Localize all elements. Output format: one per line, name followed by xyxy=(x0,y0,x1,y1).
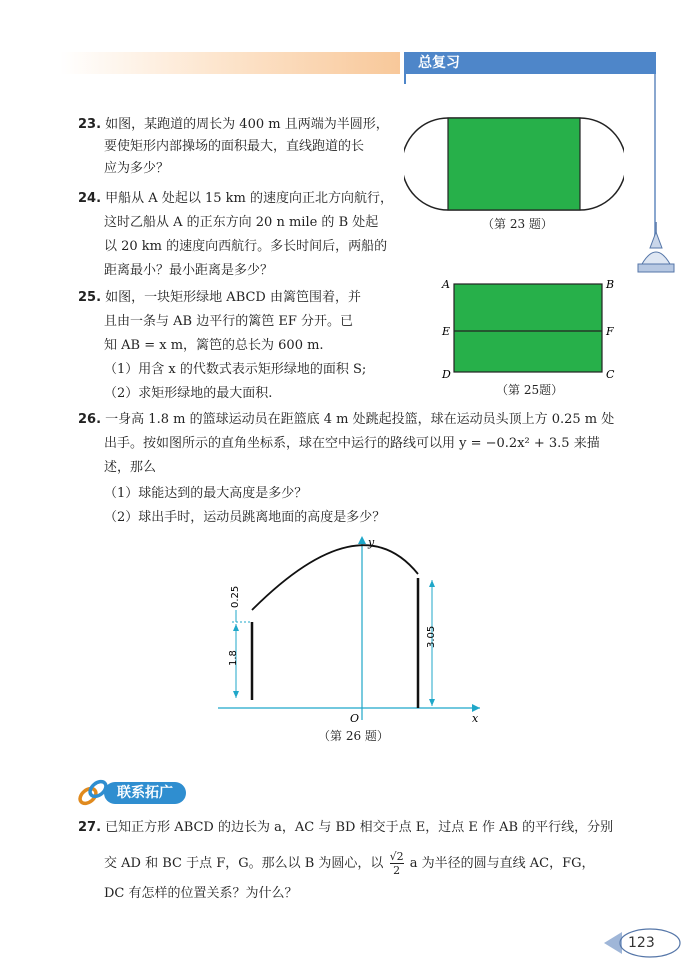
label-f: F xyxy=(606,325,614,338)
question-text: a 为半径的圆与直线 AC，FG， xyxy=(409,856,595,871)
question-text: 知 AB = x m，篱笆的总长为 600 m. xyxy=(104,338,324,353)
question-subpart: （2）球出手时，运动员跳离地面的高度是多少？ xyxy=(104,510,386,525)
basketball-trajectory-diagram xyxy=(210,532,490,728)
header-gradient-bar xyxy=(60,52,400,74)
figure-caption: （第 26 题） xyxy=(318,729,389,743)
question-number: 24. xyxy=(78,191,102,206)
question-text: 这时乙船从 A 的正东方向 20 n mile 的 B 处起 xyxy=(104,215,379,230)
question-text: 出手。按如图所示的直角坐标系，球在空中运行的路线可以用 y = −0.2x² + 3.5 来描 xyxy=(104,436,600,451)
question-text: 如图，某跑道的周长为 400 m 且两端为半圆形， xyxy=(105,117,389,132)
figure-caption: （第 25题） xyxy=(496,383,564,397)
label-e: E xyxy=(442,325,451,338)
question-text: 且由一条与 AB 边平行的篱笆 EF 分开。已 xyxy=(104,314,353,329)
y-axis-label: y xyxy=(368,536,375,549)
tower-decoration-icon xyxy=(634,218,684,278)
question-text: 以 20 km 的速度向西航行。多长时间后，两船的 xyxy=(104,239,388,254)
rectangle-abcd-diagram xyxy=(436,276,626,382)
page-number: 123 xyxy=(628,935,655,951)
label-a: A xyxy=(442,278,450,291)
question-subpart: （2）求矩形绿地的最大面积. xyxy=(104,386,273,401)
question-text: 述，那么 xyxy=(104,460,157,475)
question-text: 已知正方形 ABCD 的边长为 a，AC 与 BD 相交于点 E，过点 E 作 AB 的平行线，分别 xyxy=(105,820,614,835)
origin-label: O xyxy=(350,712,360,725)
question-text: 要使矩形内部操场的面积最大，直线跑道的长 xyxy=(104,139,365,154)
question-text: 距离最小？最小距离是多少？ xyxy=(104,263,274,278)
label-c: C xyxy=(606,368,615,381)
dim-18: 1.8 xyxy=(228,650,239,666)
question-text: 如图，一块矩形绿地 ABCD 由篱笆围着，并 xyxy=(105,290,361,305)
fraction-denominator: 2 xyxy=(393,864,401,877)
question-subpart: （1）用含 x 的代数式表示矩形绿地的面积 S; xyxy=(104,362,367,377)
question-text: 交 AD 和 BC 于点 F，G。那么以 B 为圆心，以 xyxy=(104,856,384,871)
label-d: D xyxy=(442,368,451,381)
dim-305: 3.05 xyxy=(426,625,437,648)
question-number: 25. xyxy=(78,290,102,305)
question-text: DC 有怎样的位置关系？为什么？ xyxy=(104,886,298,901)
section-header: 总复习 xyxy=(404,52,656,74)
fraction-numerator: √2 xyxy=(389,850,404,863)
x-axis-label: x xyxy=(472,712,479,725)
question-number: 27. xyxy=(78,820,102,835)
question-number: 26. xyxy=(78,412,102,427)
question-text: 应为多少？ xyxy=(104,161,170,176)
header-divider xyxy=(404,74,406,84)
section-title-badge: 联系拓广 xyxy=(104,782,186,804)
dim-025: 0.25 xyxy=(230,585,241,608)
question-text: 一身高 1.8 m 的篮球运动员在距篮底 4 m 处跳起投篮，球在运动员头顶上方 0.25 m 处 xyxy=(105,412,615,427)
label-b: B xyxy=(606,278,615,291)
question-text: 甲船从 A 处起以 15 km 的速度向正北方向航行， xyxy=(105,191,393,206)
question-number: 23. xyxy=(78,117,102,132)
track-diagram xyxy=(404,114,624,212)
question-subpart: （1）球能达到的最大高度是多少？ xyxy=(104,486,308,501)
figure-caption: （第 23 题） xyxy=(482,217,553,231)
